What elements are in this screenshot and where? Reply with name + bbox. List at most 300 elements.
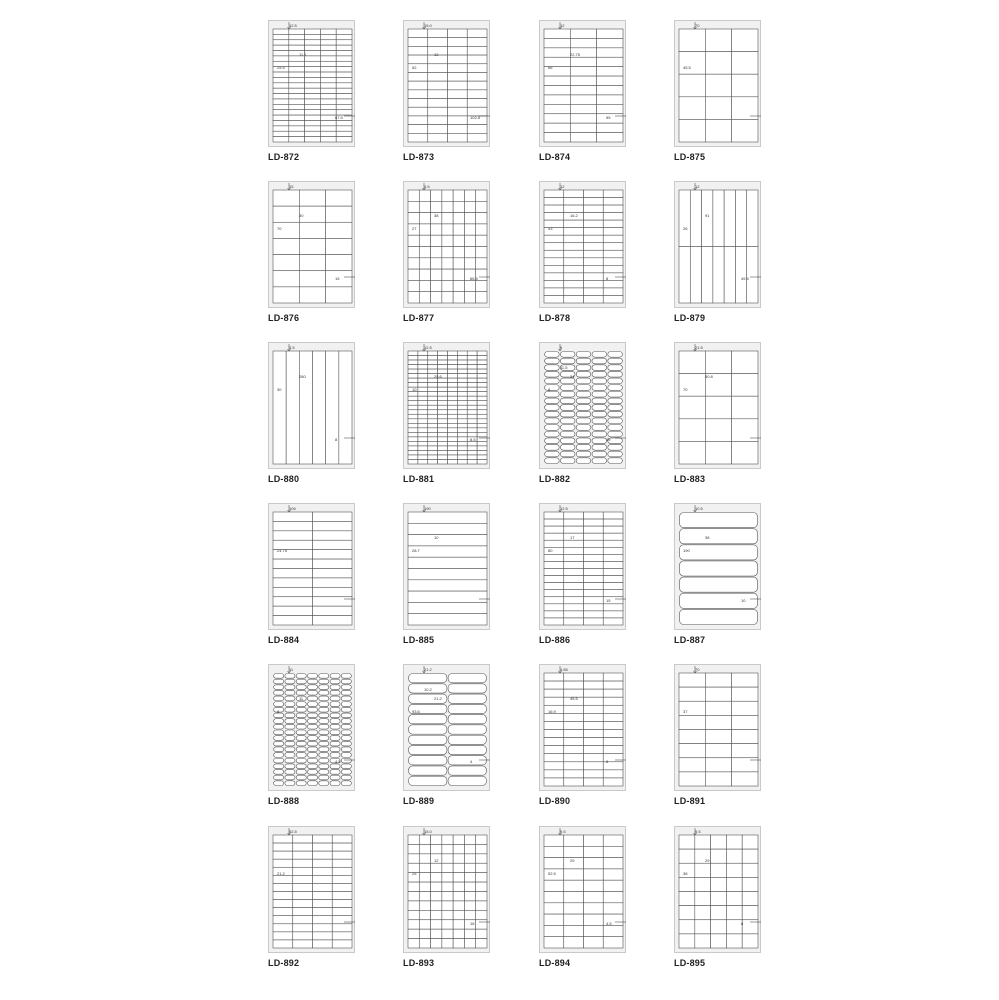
sheet-code: LD-893: [403, 958, 435, 968]
label-cell: [409, 776, 447, 785]
label-grid: [404, 343, 491, 470]
label-cell: [695, 920, 711, 934]
label-cell: [274, 764, 284, 769]
label-cell: [320, 72, 336, 77]
label-cell: [584, 258, 604, 266]
label-cell: [273, 83, 289, 88]
label-cell: [467, 401, 477, 406]
label-cell: [408, 55, 428, 64]
label-cell: [419, 835, 430, 844]
label-cell: [408, 374, 418, 379]
label-cell: [448, 90, 468, 99]
sheet-code: LD-883: [674, 474, 706, 484]
label-cell: [330, 719, 340, 724]
label-cell: [448, 55, 468, 64]
label-cell: [564, 604, 584, 611]
label-cell: [448, 378, 458, 383]
dimension-note: 91: [705, 213, 710, 218]
label-cell: [341, 764, 351, 769]
label-cell: [431, 901, 442, 910]
sheet-code: LD-882: [539, 474, 571, 484]
label-cell: [544, 604, 564, 611]
label-cell: [320, 45, 336, 50]
label-cell: [326, 287, 352, 303]
label-cell: [545, 451, 560, 457]
label-grid: [540, 504, 627, 631]
label-cell: [467, 441, 477, 446]
label-cell: [457, 419, 467, 424]
label-cell: [438, 392, 448, 397]
label-grid: [269, 827, 356, 954]
label-sheet-card[interactable]: [674, 503, 809, 663]
label-cell: [313, 578, 353, 587]
label-cell: [564, 273, 584, 281]
label-cell: [307, 674, 317, 679]
label-cell: [320, 131, 336, 136]
label-cell: [419, 929, 430, 938]
label-cell: [597, 48, 623, 57]
label-grid: [540, 343, 627, 470]
label-cell: [564, 770, 584, 778]
label-cell: [477, 392, 487, 397]
dimension-note: 8.5: [470, 437, 476, 442]
label-cell: [341, 781, 351, 786]
label-cell: [467, 405, 477, 410]
label-cell: [544, 835, 564, 846]
label-cell: [592, 378, 607, 384]
label-sheet-diagram: [539, 503, 626, 630]
label-sheet-card[interactable]: [403, 826, 538, 986]
label-sheet-card[interactable]: [403, 20, 538, 180]
label-cell: [319, 758, 329, 763]
label-cell: [584, 730, 604, 738]
label-cell: [705, 744, 731, 758]
label-cell: [341, 685, 351, 690]
label-cell: [576, 365, 591, 371]
label-cell: [336, 56, 352, 61]
label-cell: [307, 707, 317, 712]
label-cell: [431, 892, 442, 901]
label-cell: [408, 190, 419, 201]
label-cell: [307, 696, 317, 701]
label-cell: [732, 52, 758, 75]
label-cell: [705, 52, 731, 75]
label-cell: [428, 38, 448, 47]
label-cell: [332, 875, 352, 883]
label-cell: [705, 758, 731, 772]
label-cell: [341, 741, 351, 746]
label-cell: [453, 910, 464, 919]
label-cell: [564, 205, 584, 213]
label-cell: [477, 455, 487, 460]
label-cell: [438, 446, 448, 451]
label-cell: [544, 858, 564, 869]
label-cell: [448, 38, 468, 47]
label-cell: [576, 391, 591, 397]
label-cell: [428, 410, 438, 415]
label-cell: [289, 34, 305, 39]
label-cell: [457, 351, 467, 356]
label-cell: [608, 418, 623, 424]
label-cell: [428, 446, 438, 451]
label-cell: [679, 190, 690, 247]
label-cell: [453, 929, 464, 938]
label-cell: [448, 369, 458, 374]
label-cell: [332, 900, 352, 908]
label-cell: [457, 428, 467, 433]
label-cell: [603, 892, 623, 903]
label-cell: [597, 104, 623, 113]
label-cell: [409, 756, 447, 765]
dimension-note: 9.5: [560, 829, 566, 834]
label-cell: [695, 835, 711, 849]
label-cell: [273, 521, 313, 530]
label-sheet-card[interactable]: [268, 664, 403, 824]
label-cell: [457, 378, 467, 383]
label-sheet-card[interactable]: [674, 664, 809, 824]
label-cell: [545, 352, 560, 358]
label-cell: [285, 719, 295, 724]
label-sheet-card[interactable]: [403, 503, 538, 663]
label-cell: [330, 713, 340, 718]
label-cell: [544, 295, 564, 303]
label-cell: [603, 618, 623, 625]
label-cell: [457, 365, 467, 370]
label-cell: [431, 863, 442, 872]
dimension-note: 25: [412, 871, 417, 876]
label-cell: [438, 423, 448, 428]
label-sheet-card[interactable]: [674, 181, 809, 341]
dimension-note: 9.5: [695, 829, 701, 834]
label-cell: [289, 137, 305, 142]
label-sheet-card[interactable]: [268, 342, 403, 502]
label-cell: [453, 844, 464, 853]
label-cell: [584, 914, 604, 925]
label-cell: [711, 920, 727, 934]
label-cell: [464, 892, 475, 901]
label-sheet-card[interactable]: [268, 181, 403, 341]
label-cell: [408, 133, 428, 142]
label-cell: [313, 835, 333, 843]
label-cell: [418, 383, 428, 388]
label-cell: [603, 730, 623, 738]
label-cell: [467, 369, 477, 374]
label-cell: [408, 99, 428, 108]
label-cell: [330, 707, 340, 712]
label-cell: [453, 292, 464, 303]
label-cell: [564, 561, 584, 568]
label-cell: [273, 559, 313, 568]
label-sheet-card[interactable]: [539, 181, 674, 341]
label-cell: [592, 411, 607, 417]
label-cell: [341, 747, 351, 752]
label-sheet-card[interactable]: [674, 342, 809, 502]
label-cell: [584, 561, 604, 568]
label-cell: [544, 721, 564, 729]
label-cell: [419, 201, 430, 212]
label-cell: [705, 97, 731, 120]
label-cell: [464, 190, 475, 201]
label-cell: [679, 74, 705, 97]
sheet-code: LD-874: [539, 152, 571, 162]
label-cell: [307, 730, 317, 735]
label-cell: [603, 738, 623, 746]
label-cell: [464, 292, 475, 303]
label-cell: [570, 38, 596, 47]
label-cell: [467, 387, 477, 392]
label-cell: [336, 67, 352, 72]
label-cell: [307, 770, 317, 775]
label-grid: [269, 343, 356, 470]
label-cell: [603, 590, 623, 597]
label-cell: [320, 120, 336, 125]
label-cell: [544, 540, 564, 547]
label-cell: [341, 707, 351, 712]
label-cell: [464, 213, 475, 224]
label-cell: [570, 76, 596, 85]
label-cell: [544, 273, 564, 281]
label-cell: [332, 883, 352, 891]
label-cell: [313, 924, 333, 932]
label-cell: [408, 523, 487, 534]
label-cell: [428, 396, 438, 401]
label-cell: [273, 271, 299, 287]
label-cell: [457, 387, 467, 392]
label-sheet-card[interactable]: [674, 20, 809, 180]
label-cell: [285, 707, 295, 712]
label-cell: [608, 445, 623, 451]
label-cell: [285, 764, 295, 769]
label-cell: [464, 901, 475, 910]
label-cell: [319, 724, 329, 729]
label-cell: [408, 46, 428, 55]
label-cell: [592, 398, 607, 404]
label-cell: [296, 713, 306, 718]
label-cell: [457, 392, 467, 397]
sheet-code: LD-880: [268, 474, 300, 484]
label-cell: [597, 133, 623, 142]
label-cell: [544, 198, 564, 206]
label-cell: [431, 939, 442, 948]
label-cell: [544, 205, 564, 213]
label-cell: [307, 719, 317, 724]
label-cell: [679, 715, 705, 729]
label-cell: [477, 423, 487, 428]
label-sheet-card[interactable]: [539, 503, 674, 663]
dimension-note: 4.5: [335, 759, 341, 764]
label-cell: [273, 94, 289, 99]
label-cell: [448, 72, 468, 81]
label-sheet-card[interactable]: [674, 826, 809, 986]
label-cell: [679, 744, 705, 758]
label-sheet-card[interactable]: [403, 342, 538, 502]
label-cell: [442, 213, 453, 224]
label-cell: [289, 131, 305, 136]
label-cell: [544, 123, 570, 132]
label-cell: [273, 34, 289, 39]
label-cell: [545, 405, 560, 411]
label-cell: [428, 125, 448, 134]
label-sheet-card[interactable]: [268, 826, 403, 986]
label-cell: [545, 411, 560, 417]
label-cell: [293, 875, 313, 883]
label-cell: [476, 258, 487, 269]
label-cell: [289, 61, 305, 66]
label-sheet-card[interactable]: [403, 664, 538, 824]
sheet-code: LD-875: [674, 152, 706, 162]
label-cell: [679, 920, 695, 934]
label-cell: [442, 939, 453, 948]
label-cell: [608, 365, 623, 371]
label-cell: [453, 854, 464, 863]
label-cell: [680, 513, 758, 528]
label-cell: [679, 396, 705, 419]
label-cell: [418, 410, 428, 415]
label-sheet-card[interactable]: [539, 826, 674, 986]
label-cell: [448, 674, 486, 683]
label-cell: [453, 269, 464, 280]
label-cell: [476, 201, 487, 212]
label-cell: [544, 730, 564, 738]
dimension-note: 70: [683, 387, 688, 392]
label-cell: [570, 67, 596, 76]
label-cell: [560, 411, 575, 417]
label-sheet-card[interactable]: [539, 664, 674, 824]
label-cell: [457, 450, 467, 455]
label-cell: [477, 356, 487, 361]
label-cell: [442, 292, 453, 303]
label-cell: [545, 458, 560, 464]
label-cell: [584, 554, 604, 561]
label-sheet-card[interactable]: [403, 181, 538, 341]
label-cell: [408, 423, 418, 428]
dimension-note: 66: [548, 65, 553, 70]
label-cell: [273, 892, 293, 900]
label-grid: [404, 504, 491, 631]
label-cell: [293, 883, 313, 891]
label-cell: [448, 387, 458, 392]
label-cell: [564, 512, 584, 519]
label-cell: [409, 725, 447, 734]
label-cell: [296, 741, 306, 746]
label-cell: [608, 398, 623, 404]
label-cell: [544, 38, 570, 47]
label-cell: [313, 916, 333, 924]
dimension-note: 21.2: [424, 667, 432, 672]
label-cell: [544, 778, 564, 786]
label-cell: [544, 569, 564, 576]
label-cell: [584, 597, 604, 604]
label-cell: [477, 410, 487, 415]
label-cell: [431, 929, 442, 938]
label-cell: [274, 674, 284, 679]
label-cell: [320, 137, 336, 142]
label-cell: [713, 190, 724, 247]
label-cell: [679, 687, 705, 701]
label-cell: [732, 687, 758, 701]
label-cell: [448, 29, 468, 38]
label-cell: [285, 679, 295, 684]
label-cell: [477, 401, 487, 406]
label-cell: [680, 593, 758, 608]
label-cell: [584, 925, 604, 936]
label-sheet-diagram: [403, 503, 490, 630]
label-cell: [570, 57, 596, 66]
label-cell: [564, 730, 584, 738]
label-cell: [576, 445, 591, 451]
label-cell: [418, 356, 428, 361]
label-cell: [319, 713, 329, 718]
label-cell: [705, 701, 731, 715]
label-cell: [679, 97, 705, 120]
label-cell: [409, 745, 447, 754]
label-cell: [467, 383, 477, 388]
label-cell: [608, 371, 623, 377]
label-cell: [320, 83, 336, 88]
label-cell: [679, 730, 705, 744]
label-sheet-diagram: [403, 826, 490, 953]
label-cell: [428, 351, 438, 356]
label-cell: [453, 901, 464, 910]
dimension-note: 8: [548, 387, 551, 392]
label-cell: [418, 432, 428, 437]
label-sheet-card[interactable]: [268, 503, 403, 663]
label-cell: [319, 696, 329, 701]
label-cell: [428, 401, 438, 406]
dimension-note: 3.5: [289, 345, 295, 350]
label-cell: [320, 34, 336, 39]
label-cell: [409, 715, 447, 724]
label-cell: [428, 90, 448, 99]
label-cell: [442, 873, 453, 882]
dimension-note: 52.5: [548, 871, 556, 876]
label-cell: [584, 846, 604, 857]
label-sheet-card[interactable]: [539, 342, 674, 502]
label-cell: [448, 410, 458, 415]
label-cell: [464, 835, 475, 844]
label-cell: [592, 425, 607, 431]
label-cell: [408, 901, 419, 910]
label-sheet-card[interactable]: [268, 20, 403, 180]
label-cell: [453, 892, 464, 901]
label-grid: [675, 665, 762, 792]
label-cell: [680, 545, 758, 560]
label-cell: [476, 224, 487, 235]
dimension-note: 37: [683, 709, 688, 714]
label-cell: [408, 939, 419, 948]
label-sheet-card[interactable]: [539, 20, 674, 180]
label-cell: [560, 352, 575, 358]
label-cell: [293, 835, 313, 843]
label-cell: [584, 540, 604, 547]
label-cell: [320, 67, 336, 72]
label-cell: [307, 724, 317, 729]
label-sheet-diagram: [539, 20, 626, 147]
label-cell: [431, 882, 442, 891]
label-cell: [408, 419, 418, 424]
label-cell: [293, 932, 313, 940]
label-cell: [545, 438, 560, 444]
label-cell: [448, 715, 486, 724]
label-cell: [545, 431, 560, 437]
label-cell: [544, 590, 564, 597]
label-cell: [705, 119, 731, 142]
label-cell: [296, 775, 306, 780]
label-cell: [476, 863, 487, 872]
label-cell: [702, 247, 713, 304]
label-cell: [408, 369, 418, 374]
label-cell: [732, 715, 758, 729]
